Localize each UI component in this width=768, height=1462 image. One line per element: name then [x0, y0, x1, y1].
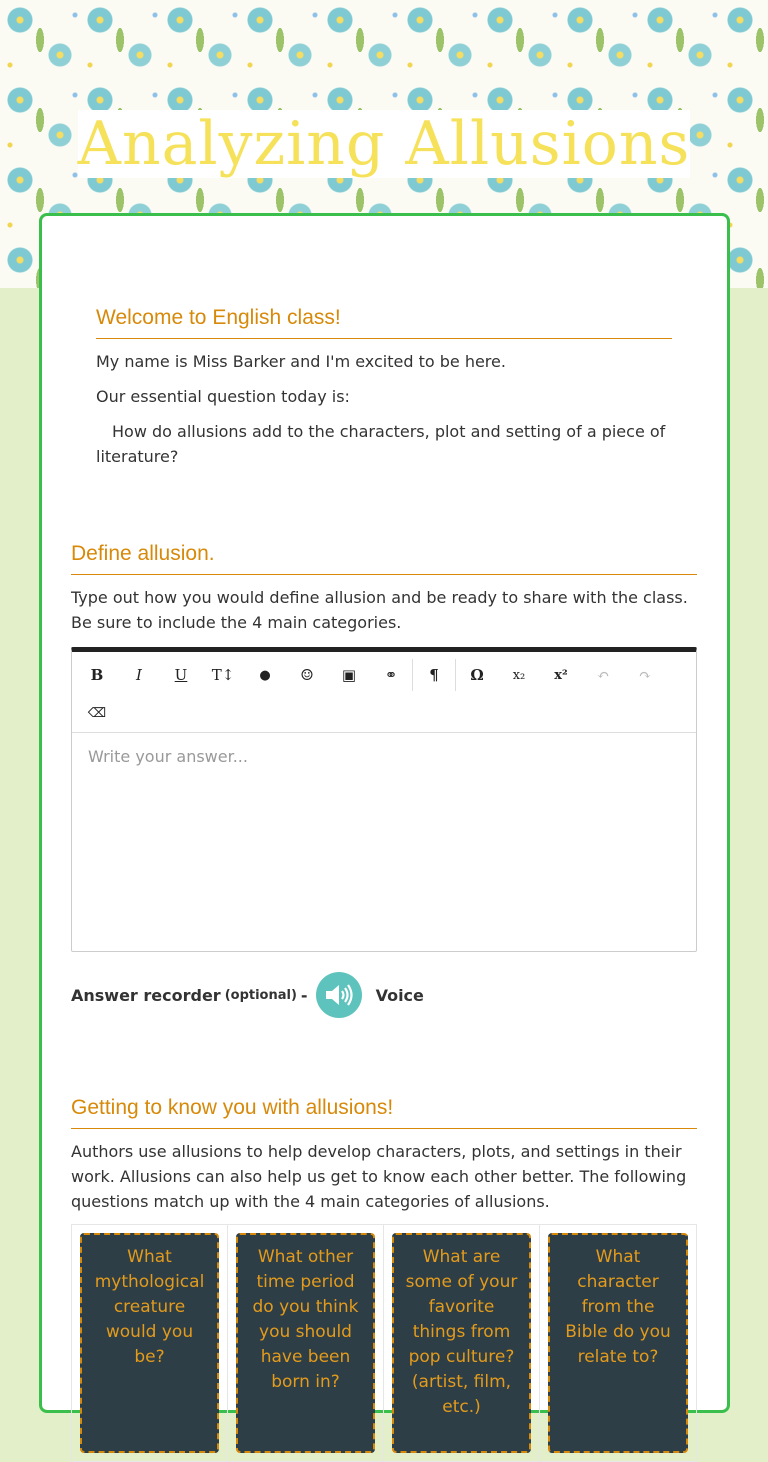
voice-label[interactable]: Voice — [375, 985, 424, 1005]
bold-button[interactable]: B — [90, 666, 104, 684]
question-cell — [540, 1225, 696, 1461]
link-icon[interactable]: ⚭ — [384, 666, 398, 684]
answer-recorder — [71, 972, 697, 1018]
paragraph-icon[interactable]: ¶ — [429, 666, 439, 684]
welcome-line-2: Our essential question today is: — [96, 387, 350, 406]
subscript-button[interactable]: x₂ — [512, 667, 526, 683]
question-card: What are some of your favorite things from pop culture? (artist, film, etc.) — [392, 1233, 531, 1453]
question-cell — [228, 1225, 384, 1461]
getting-title: Getting to know you with allusions! — [71, 1096, 697, 1129]
superscript-button[interactable]: x² — [554, 667, 568, 683]
underline-button[interactable]: U — [174, 666, 188, 684]
editor-toolbar — [72, 652, 696, 733]
welcome-line-1: My name is Miss Barker and I'm excited to be here. — [96, 352, 506, 371]
welcome-section — [96, 306, 672, 469]
question-cell — [72, 1225, 228, 1461]
page-title: Analyzing Allusions — [77, 109, 691, 179]
undo-icon[interactable]: ↶ — [596, 666, 610, 684]
recorder-label: Answer recorder — [71, 985, 221, 1005]
italic-button[interactable]: I — [136, 666, 142, 684]
answer-textarea[interactable]: Write your answer... — [88, 747, 248, 766]
special-char-icon[interactable]: Ω — [470, 666, 484, 684]
essential-question: How do allusions add to the characters, plot and setting of a piece of literature? — [96, 422, 666, 466]
welcome-title: Welcome to English class! — [96, 306, 672, 339]
redo-icon[interactable]: ↷ — [638, 666, 652, 684]
text-size-button[interactable]: T↕ — [211, 666, 235, 684]
question-card: What character from the Bible do you relate to? — [548, 1233, 688, 1453]
question-cell — [384, 1225, 540, 1461]
color-drop-icon[interactable]: ● — [259, 667, 271, 683]
question-grid — [71, 1224, 697, 1462]
recorder-optional: (optional) — [224, 987, 297, 1003]
image-icon[interactable]: ▣ — [341, 666, 357, 684]
voice-record-button[interactable] — [316, 972, 362, 1018]
clear-format-icon[interactable]: ⌫ — [87, 705, 107, 721]
question-card: What other time period do you think you should have been born in? — [236, 1233, 375, 1453]
question-card: What mythological creature would you be? — [80, 1233, 219, 1453]
speaker-icon — [324, 982, 354, 1008]
recorder-dash: - — [300, 985, 308, 1005]
worksheet-card — [39, 213, 730, 1417]
define-title: Define allusion. — [71, 542, 697, 575]
define-instructions: Type out how you would define allusion and be ready to share with the class. Be sure to include the 4 main categories. — [71, 588, 688, 632]
getting-text: Authors use allusions to help develop characters, plots, and settings in their work. Allusions can also help us get to know each other better. The following questions match up with the 4 main categories of allusions. — [71, 1142, 687, 1211]
answer-editor — [71, 647, 697, 952]
getting-section — [71, 1096, 697, 1462]
title-box — [78, 110, 690, 178]
emoji-icon[interactable]: ☺ — [300, 666, 314, 684]
define-section — [71, 542, 697, 1018]
